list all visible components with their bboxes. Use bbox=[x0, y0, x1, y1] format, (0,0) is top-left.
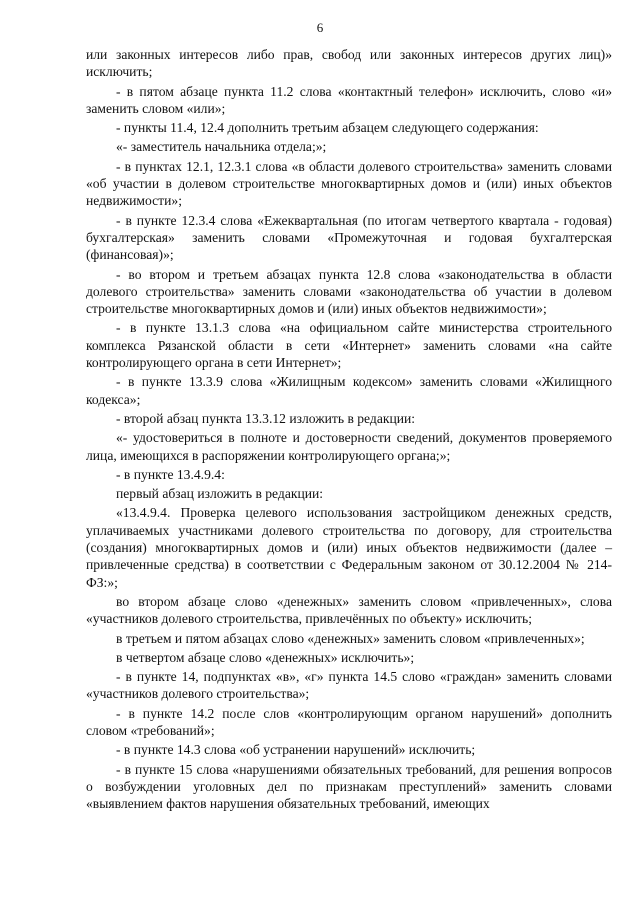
paragraph: - во втором и третьем абзацах пункта 12.8 слова «законодательства в области долевого строительства» заменить словами «законодательства об участии в долевом строительстве многоквартирных домов и (или) иных объектов недвижимости»; bbox=[86, 266, 612, 317]
page-number: 6 bbox=[316, 20, 324, 35]
paragraph: - в пункте 14, подпунктах «в», «г» пункта 14.5 слово «граждан» заменить словами «участников долевого строительства»; bbox=[86, 669, 612, 702]
paragraph: - в пункте 15 слова «нарушениями обязательных требований, для решения вопросов о возбуждении уголовных дел по признакам преступлений» заменить словами «выявлением фактов нарушения обязательных требований, имеющих bbox=[86, 761, 612, 812]
paragraph: - второй абзац пункта 13.3.12 изложить в редакции: bbox=[116, 410, 416, 426]
paragraph: - в пункте 13.4.9.4: bbox=[116, 466, 225, 482]
paragraph: - пункты 11.4, 12.4 дополнить третьим абзацем следующего содержания: bbox=[116, 120, 539, 136]
paragraph: в третьем и пятом абзацах слово «денежных» заменить словом «привлеченных»; bbox=[116, 630, 585, 646]
paragraph: - в пункте 13.1.3 слова «на официальном сайте министерства строительного комплекса Рязанской области в сети «Интернет» заменить словами «на сайте контролирующего органа в сети Интернет»; bbox=[86, 320, 612, 371]
paragraph: во втором абзаце слово «денежных» заменить словом «привлеченных», слова «участников долевого строительства, привлечённых по объекту» исключить; bbox=[86, 593, 612, 627]
paragraph: - в пункте 13.3.9 слова «Жилищным кодексом» заменить словами «Жилищного кодекса»; bbox=[86, 374, 612, 407]
paragraph: первый абзац изложить в редакции: bbox=[116, 486, 324, 502]
paragraph: - в пунктах 12.1, 12.3.1 слова «в области долевого строительства» заменить словами «об участии в долевом строительстве многоквартирных домов и (или) иных объектов недвижимости»; bbox=[86, 158, 612, 209]
paragraph: - в пункте 14.2 после слов «контролирующим органом нарушений» дополнить словом «требований»; bbox=[86, 705, 612, 738]
document-body bbox=[86, 46, 612, 812]
paragraph: - в пункте 12.3.4 слова «Ежеквартальная (по итогам четвертого квартала - годовая) бухгалтерская» заменить словами «Промежуточная и годовая бухгалтерская (финансовая)»; bbox=[86, 212, 612, 263]
paragraph: «13.4.9.4. Проверка целевого использования застройщиком денежных средств, уплачиваемых участниками долевого строительства по договору, для строительства (создания) многоквартирных домов и (или) иных объектов недвижимости (далее – привлеченные средства) в соответствии с Федеральным законом от 30.12.2004 № 214-ФЗ:»; bbox=[86, 505, 612, 590]
paragraph: - в пятом абзаце пункта 11.2 слова «контактный телефон» исключить, слово «и» заменить словом «или»; bbox=[86, 83, 612, 116]
paragraph: «- заместитель начальника отдела;»; bbox=[116, 139, 327, 155]
paragraph: в четвертом абзаце слово «денежных» исключить»; bbox=[116, 649, 415, 665]
paragraph: «- удостовериться в полноте и достоверности сведений, документов проверяемого лица, имеющихся в распоряжении контролирующего органа;»; bbox=[86, 430, 612, 463]
paragraph: или законных интересов либо прав, свобод или законных интересов других лиц)» исключить; bbox=[86, 47, 612, 80]
paragraph: - в пункте 14.3 слова «об устранении нарушений» исключить; bbox=[116, 742, 476, 758]
